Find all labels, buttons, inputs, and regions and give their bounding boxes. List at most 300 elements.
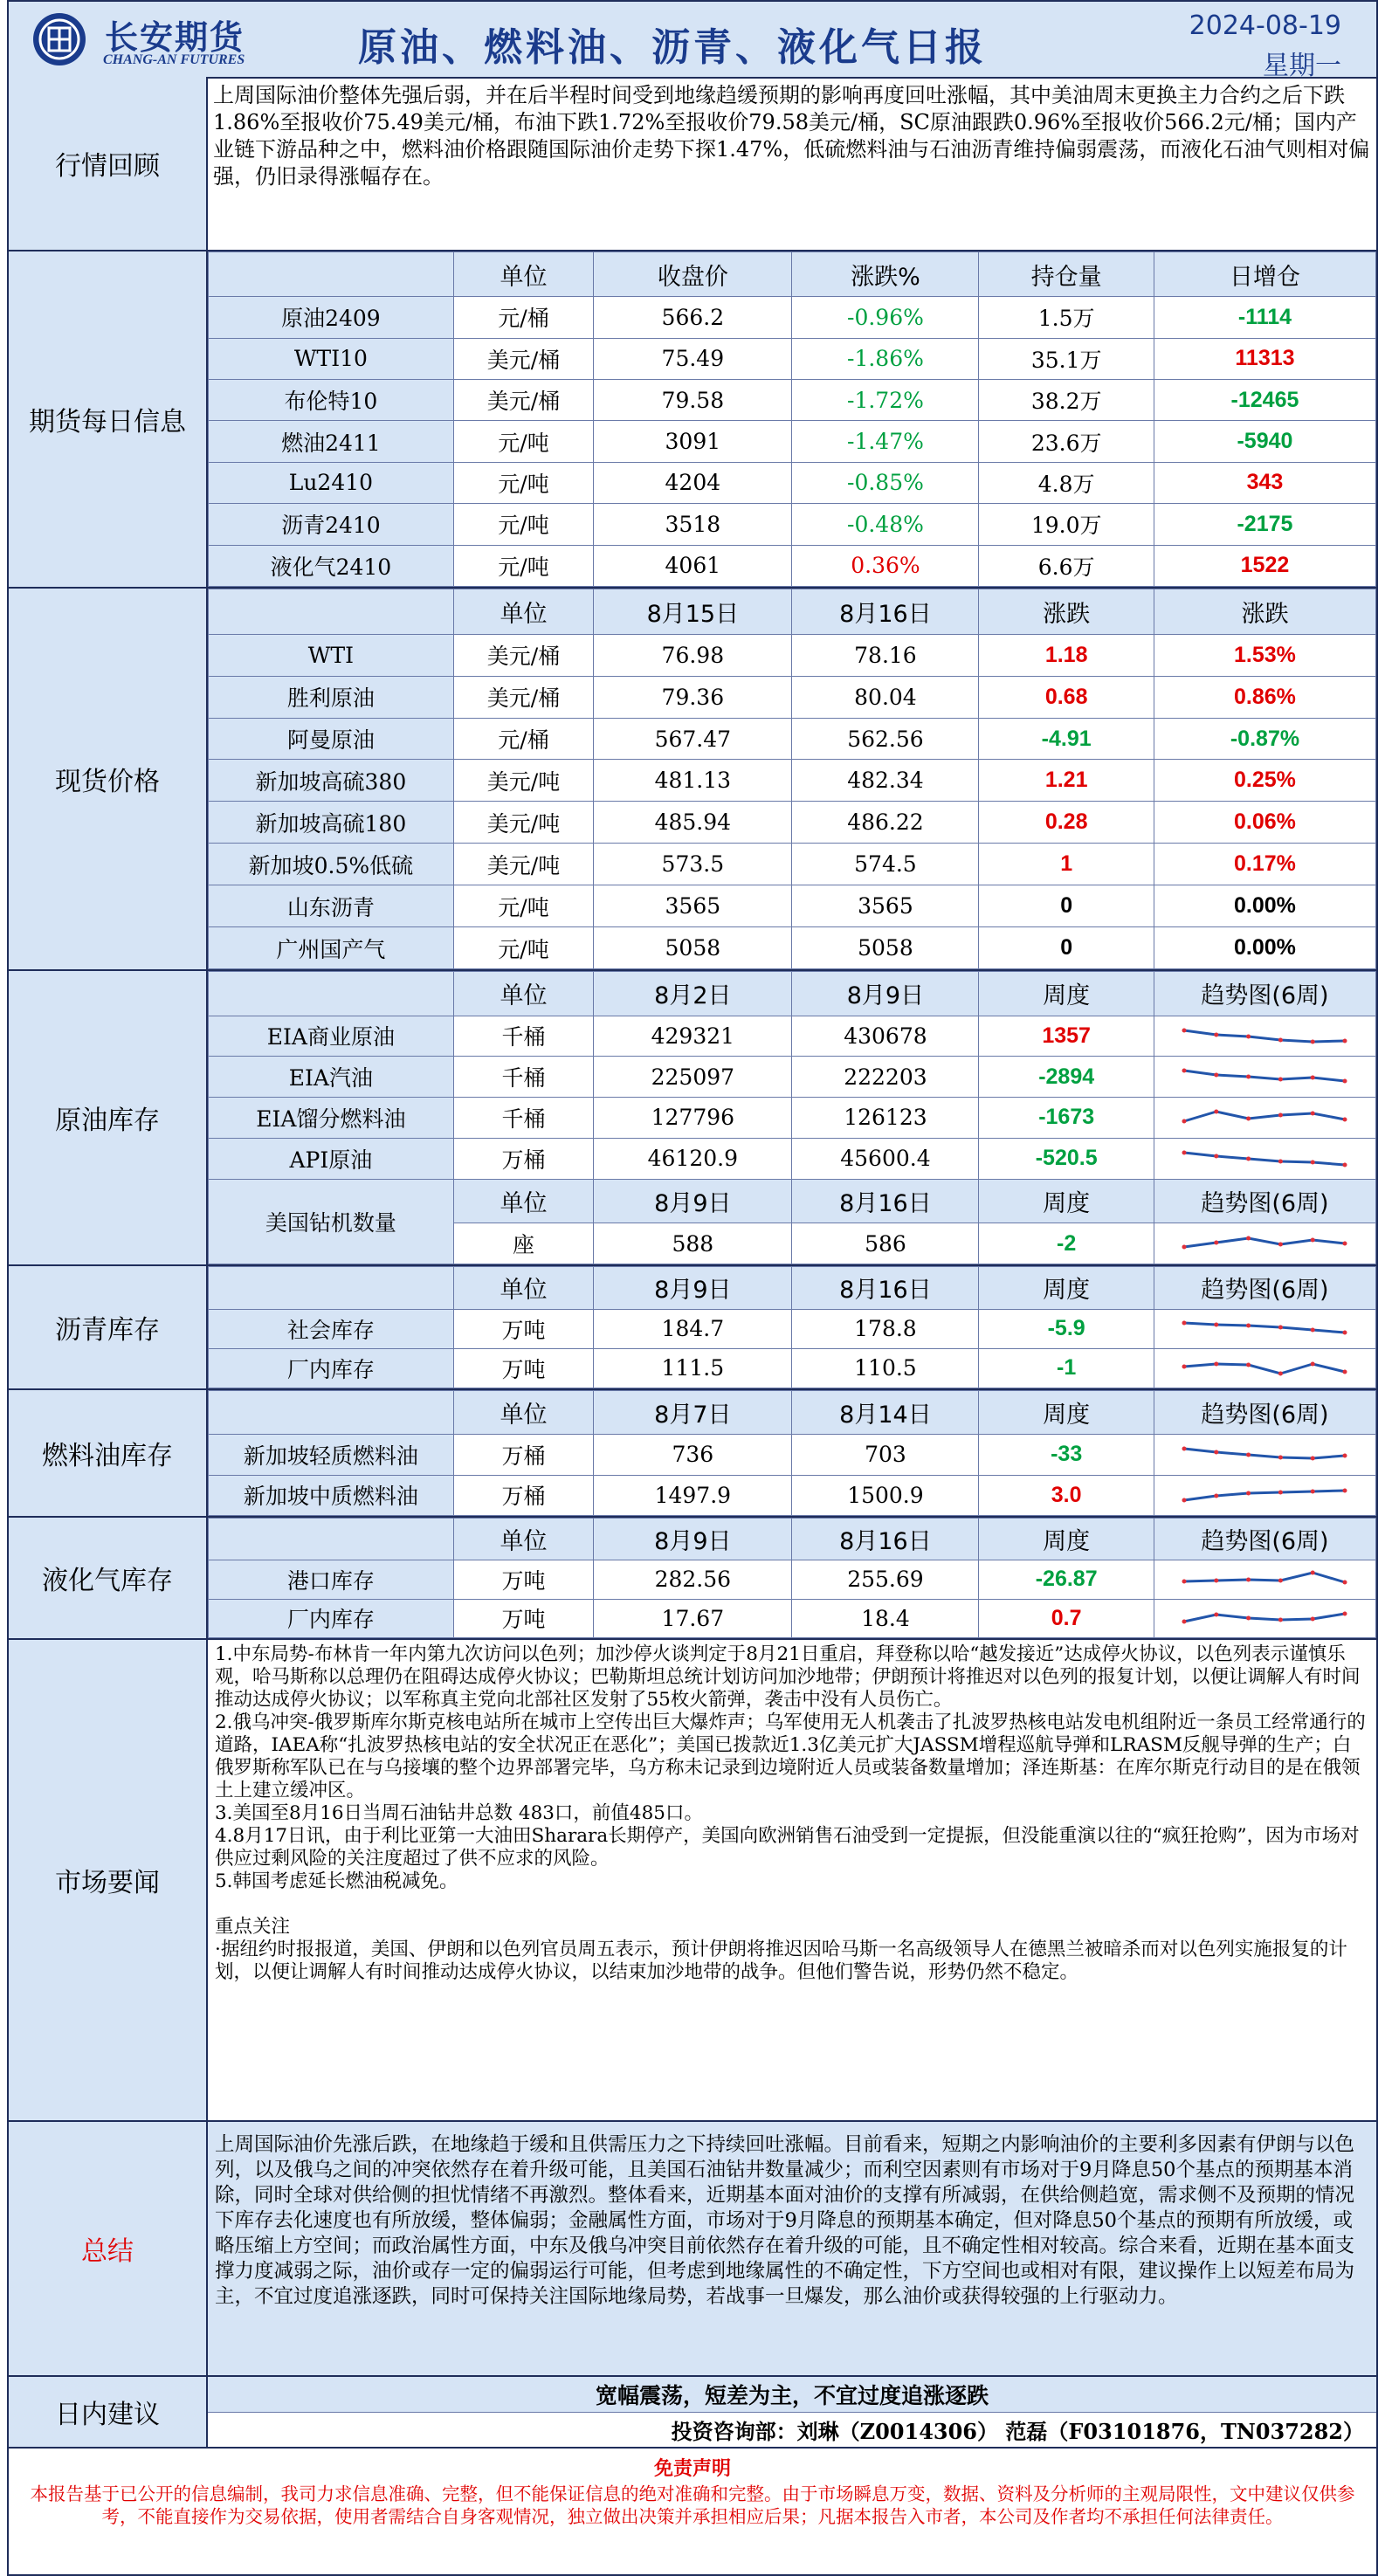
value-prev-cell: 736 — [594, 1435, 792, 1475]
price-day1-cell: 481.13 — [594, 760, 792, 802]
trend-point — [1215, 1613, 1219, 1617]
table-row — [209, 885, 1376, 927]
price-day2-cell: 486.22 — [792, 802, 979, 844]
trend-cell — [1154, 1098, 1375, 1139]
column-header: 涨跌% — [792, 252, 979, 297]
value-prev-cell: 184.7 — [594, 1309, 792, 1348]
column-header: 周度 — [979, 1391, 1154, 1435]
header-row — [209, 1519, 1376, 1560]
trend-point — [1182, 1498, 1187, 1503]
weekly-change-cell: 0.7 — [979, 1599, 1154, 1637]
daily-oi-change-cell: 343 — [1154, 462, 1375, 503]
price-day2-cell: 562.56 — [792, 718, 979, 760]
column-header: 趋势图(6周) — [1154, 1519, 1375, 1560]
column-header — [209, 252, 454, 297]
daily-oi-change-cell: 11313 — [1154, 338, 1375, 379]
item-name: 新加坡轻质燃料油 — [209, 1435, 454, 1475]
trend-point — [1182, 1579, 1187, 1583]
table-row — [209, 338, 1376, 379]
change-pct-cell: -1.86% — [792, 338, 979, 379]
open-interest-cell: 1.5万 — [979, 297, 1154, 338]
section-label: 现货价格 — [9, 589, 208, 969]
product-name: 阿曼原油 — [209, 718, 454, 760]
trend-cell — [1154, 1475, 1375, 1515]
table-row — [209, 1435, 1376, 1475]
item-name: 新加坡中质燃料油 — [209, 1475, 454, 1515]
fuel-inventory-section — [9, 1390, 1376, 1518]
header-row — [209, 252, 1376, 297]
unit-cell: 元/吨 — [453, 885, 593, 927]
futures-table — [208, 251, 1376, 587]
table-row — [209, 1138, 1376, 1179]
trend-point — [1343, 1117, 1347, 1121]
section-label: 期货每日信息 — [9, 251, 208, 587]
change-pct-cell: 0.36% — [792, 545, 979, 586]
weekly-change-cell: -33 — [979, 1435, 1154, 1475]
trend-point — [1182, 1320, 1187, 1325]
change-pct-cell: 0.17% — [1154, 844, 1375, 885]
trend-point — [1278, 1455, 1283, 1459]
unit-cell: 千桶 — [453, 1098, 593, 1139]
price-day1-cell: 567.47 — [594, 718, 792, 760]
column-header: 单位 — [453, 252, 593, 297]
trend-point — [1278, 1371, 1283, 1375]
table-row — [209, 1309, 1376, 1348]
weekly-change-cell: 3.0 — [979, 1475, 1154, 1515]
column-header: 8月9日 — [594, 1519, 792, 1560]
trend-point — [1182, 1069, 1187, 1073]
change-pct-cell: 0.25% — [1154, 760, 1375, 802]
lpg-inventory-table — [208, 1518, 1376, 1638]
value-curr-cell: 45600.4 — [792, 1138, 979, 1179]
unit-cell: 元/桶 — [453, 297, 593, 338]
trend-point — [1247, 1156, 1251, 1161]
change-pct-cell: 0.00% — [1154, 927, 1375, 969]
price-day1-cell: 79.36 — [594, 676, 792, 718]
disclaimer-title: 免责声明 — [653, 2457, 731, 2480]
table-row — [209, 1057, 1376, 1098]
column-header: 8月9日 — [594, 1267, 792, 1310]
trend-point — [1343, 1369, 1347, 1374]
column-header: 8月16日 — [792, 1179, 979, 1223]
report-header — [9, 2, 1376, 79]
trend-point — [1247, 1616, 1251, 1621]
summary-text: 上周国际油价先涨后跌，在地缘趋于缓和且供需压力之下持续回吐涨幅。目前看来，短期之内影响油价的主要利多因素有伊朗与以色列，以及俄乌之间的冲突依然存在着升级可能，且美国石油钻井数量减少；而利空因素则有市场对于9月降息50个基点的预期基本消除，同时全球对供给侧的担忧情绪不再激烈。整体看来，近期基本面对油价的支撑有所减弱，在供给侧趋宽，需求侧不及预期的情况下库存去化速度也有所放缓，整体偏弱；金融属性方面，市场对于9月降息的预期基本确定，但对降息50个基点的预期有所放缓，或略压缩上方空间；而政治属性方面，中东及俄乌冲突目前依然存在着升级的可能，且不确定性相对较高。综合来看，近期在基本面支撑力度减弱之际，油价或存一定的偏弱运行可能，但考虑到地缘属性的不确定性，下方空间也或相对有限，建议操作上以短差布局为主，不宜过度追涨逐跌，同时可保持关注国际地缘局势，若战事一旦爆发，那么油价或获得较强的上行驱动力。 — [208, 2122, 1376, 2375]
trend-point — [1311, 1456, 1315, 1460]
open-interest-cell: 6.6万 — [979, 545, 1154, 586]
product-name: 广州国产气 — [209, 927, 454, 969]
column-header: 8月15日 — [594, 589, 792, 635]
change-cell: 0.28 — [979, 802, 1154, 844]
product-name: 胜利原油 — [209, 676, 454, 718]
asphalt-inventory-table — [208, 1266, 1376, 1388]
value-prev-cell: 111.5 — [594, 1348, 792, 1388]
trend-point — [1215, 1073, 1219, 1078]
unit-cell: 元/吨 — [453, 927, 593, 969]
company-name-cn: 长安期货 — [105, 18, 245, 57]
trend-sparkline — [1179, 1229, 1350, 1257]
item-name: EIA汽油 — [209, 1057, 454, 1098]
change-cell: 1.21 — [979, 760, 1154, 802]
open-interest-cell: 38.2万 — [979, 380, 1154, 421]
change-pct-cell: -0.96% — [792, 297, 979, 338]
contract-name: 液化气2410 — [209, 545, 454, 586]
trend-point — [1343, 1580, 1347, 1584]
value-prev-cell: 429321 — [594, 1016, 792, 1057]
table-row — [209, 1475, 1376, 1515]
fuel-inventory-table — [208, 1390, 1376, 1516]
spot-section — [9, 589, 1376, 971]
column-header: 趋势图(6周) — [1154, 1267, 1375, 1310]
trend-cell — [1154, 1560, 1375, 1599]
weekly-change-cell: -2894 — [979, 1057, 1154, 1098]
trend-sparkline — [1179, 1354, 1350, 1382]
unit-cell: 美元/桶 — [453, 676, 593, 718]
price-day1-cell: 5058 — [594, 927, 792, 969]
close-price-cell: 75.49 — [594, 338, 792, 379]
table-row — [209, 297, 1376, 338]
value-curr-cell: 222203 — [792, 1057, 979, 1098]
daily-oi-change-cell: 1522 — [1154, 545, 1375, 586]
close-price-cell: 3518 — [594, 504, 792, 545]
trend-point — [1343, 1489, 1347, 1493]
table-row — [209, 1348, 1376, 1388]
value-curr-cell: 1500.9 — [792, 1475, 979, 1515]
column-header: 8月16日 — [792, 589, 979, 635]
change-cell: 1.18 — [979, 634, 1154, 676]
price-day1-cell: 485.94 — [594, 802, 792, 844]
table-row — [209, 927, 1376, 969]
column-header: 8月2日 — [594, 972, 792, 1016]
daily-oi-change-cell: -1114 — [1154, 297, 1375, 338]
report-title: 原油、燃料油、沥青、液化气日报 — [358, 25, 987, 70]
trend-point — [1247, 1362, 1251, 1367]
column-header: 单位 — [453, 589, 593, 635]
table-row — [209, 421, 1376, 462]
table-row — [209, 676, 1376, 718]
price-day2-cell: 3565 — [792, 885, 979, 927]
trend-point — [1311, 1570, 1315, 1574]
trend-point — [1311, 1238, 1315, 1243]
trend-sparkline — [1179, 1566, 1350, 1594]
company-logo-icon — [28, 10, 91, 68]
unit-cell: 元/吨 — [453, 504, 593, 545]
change-pct-cell: -1.47% — [792, 421, 979, 462]
section-label: 沥青库存 — [9, 1266, 208, 1388]
news-section — [9, 1640, 1376, 2122]
unit-cell: 美元/桶 — [453, 380, 593, 421]
weekly-change-cell: -5.9 — [979, 1309, 1154, 1348]
item-name: EIA商业原油 — [209, 1016, 454, 1057]
contract-name: Lu2410 — [209, 462, 454, 503]
column-header: 涨跌 — [1154, 589, 1375, 635]
trend-point — [1278, 1159, 1283, 1163]
open-interest-cell: 19.0万 — [979, 504, 1154, 545]
header-row — [209, 1391, 1376, 1435]
close-price-cell: 4061 — [594, 545, 792, 586]
trend-point — [1343, 1612, 1347, 1616]
trend-point — [1182, 1245, 1187, 1250]
unit-cell: 千桶 — [453, 1057, 593, 1098]
trend-point — [1278, 1618, 1283, 1622]
column-header: 周度 — [979, 1267, 1154, 1310]
column-header: 单位 — [453, 972, 593, 1016]
crude-inventory-table — [208, 971, 1376, 1264]
value-prev-cell: 282.56 — [594, 1560, 792, 1599]
item-name: EIA馏分燃料油 — [209, 1098, 454, 1139]
price-day2-cell: 80.04 — [792, 676, 979, 718]
daily-oi-change-cell: -5940 — [1154, 421, 1375, 462]
column-header: 日增仓 — [1154, 252, 1375, 297]
column-header: 涨跌 — [979, 589, 1154, 635]
trend-point — [1247, 1491, 1251, 1496]
column-header — [209, 972, 454, 1016]
trend-cell — [1154, 1309, 1375, 1348]
table-row — [209, 504, 1376, 545]
weekly-change-cell: -2 — [979, 1223, 1154, 1264]
column-header — [209, 1267, 454, 1310]
trend-line — [1184, 1364, 1345, 1374]
column-header: 单位 — [453, 1267, 593, 1310]
trend-point — [1215, 1361, 1219, 1366]
price-day1-cell: 76.98 — [594, 634, 792, 676]
section-label: 燃料油库存 — [9, 1390, 208, 1516]
column-header: 周度 — [979, 972, 1154, 1016]
trend-point — [1215, 1241, 1219, 1245]
header-row — [209, 589, 1376, 635]
price-day2-cell: 78.16 — [792, 634, 979, 676]
price-day1-cell: 3565 — [594, 885, 792, 927]
unit-cell: 元/吨 — [453, 545, 593, 586]
trend-point — [1278, 1112, 1283, 1117]
trend-point — [1182, 1119, 1187, 1123]
trend-sparkline — [1179, 1063, 1350, 1091]
open-interest-cell: 35.1万 — [979, 338, 1154, 379]
trend-point — [1343, 1242, 1347, 1246]
trend-point — [1311, 1361, 1315, 1366]
item-name: 厂内库存 — [209, 1599, 454, 1637]
trend-point — [1215, 1322, 1219, 1326]
trend-point — [1343, 1330, 1347, 1334]
table-row — [209, 1599, 1376, 1637]
value-prev-cell: 225097 — [594, 1057, 792, 1098]
trend-point — [1311, 1111, 1315, 1115]
table-row — [209, 802, 1376, 844]
trend-line — [1184, 1449, 1345, 1458]
trend-sparkline — [1179, 1104, 1350, 1132]
value-curr-cell: 110.5 — [792, 1348, 979, 1388]
report-page — [7, 0, 1378, 2576]
table-row — [209, 462, 1376, 503]
table-row — [209, 718, 1376, 760]
trend-point — [1311, 1490, 1315, 1494]
unit-cell: 座 — [453, 1223, 593, 1264]
product-name: 新加坡高硫380 — [209, 760, 454, 802]
company-name-en: CHANG-AN FUTURES — [103, 52, 245, 67]
column-header — [209, 1391, 454, 1435]
column-header: 单位 — [453, 1179, 593, 1223]
trend-line — [1184, 1614, 1345, 1622]
close-price-cell: 566.2 — [594, 297, 792, 338]
change-cell: 1 — [979, 844, 1154, 885]
value-prev-cell: 1497.9 — [594, 1475, 792, 1515]
header-row — [209, 972, 1376, 1016]
trend-point — [1247, 1236, 1251, 1241]
column-header: 8月14日 — [792, 1391, 979, 1435]
trend-point — [1215, 1494, 1219, 1498]
trend-point — [1182, 1029, 1187, 1033]
unit-cell: 万桶 — [453, 1475, 593, 1515]
weekly-change-cell: -1 — [979, 1348, 1154, 1388]
trend-point — [1247, 1452, 1251, 1457]
trend-point — [1343, 1162, 1347, 1167]
trend-point — [1247, 1075, 1251, 1079]
change-pct-cell: -0.85% — [792, 462, 979, 503]
value-curr-cell: 178.8 — [792, 1309, 979, 1348]
column-header: 周度 — [979, 1179, 1154, 1223]
item-name: 厂内库存 — [209, 1348, 454, 1388]
price-day2-cell: 574.5 — [792, 844, 979, 885]
change-cell: -4.91 — [979, 718, 1154, 760]
daily-oi-change-cell: -12465 — [1154, 380, 1375, 421]
column-header: 8月16日 — [792, 1267, 979, 1310]
unit-cell: 千桶 — [453, 1016, 593, 1057]
product-name: 山东沥青 — [209, 885, 454, 927]
header-row — [209, 1267, 1376, 1310]
column-header: 8月16日 — [792, 1519, 979, 1560]
trend-point — [1343, 1039, 1347, 1043]
close-price-cell: 4204 — [594, 462, 792, 503]
review-text: 上周国际油价整体先强后弱，并在后半程时间受到地缘趋缓预期的影响再度回吐涨幅，其中美油周末更换主力合约之后下跌1.86%至报收价75.49美元/桶，布油下跌1.72%至报收价79.58美元/桶，SC原油跟跌0.96%至报收价566.2元/桶；国内产业链下游品种之中，燃料油价格跟随国际油价走势下探1.47%，低硫燃料油与石油沥青维持偏弱震荡，而液化石油气则相对偏强，仍旧录得涨幅存在。 — [213, 83, 1370, 189]
item-name: 美国钻机数量 — [209, 1179, 454, 1264]
trend-point — [1247, 1323, 1251, 1327]
trend-point — [1278, 1578, 1283, 1582]
unit-cell: 万桶 — [453, 1138, 593, 1179]
close-price-cell: 79.58 — [594, 380, 792, 421]
crude-inventory-section — [9, 971, 1376, 1266]
value-curr-cell: 126123 — [792, 1098, 979, 1139]
advice-section — [9, 2377, 1376, 2449]
spot-table — [208, 589, 1376, 969]
change-cell: 0 — [979, 927, 1154, 969]
item-name: 港口库存 — [209, 1560, 454, 1599]
trend-point — [1278, 1243, 1283, 1247]
trend-point — [1182, 1620, 1187, 1624]
section-label: 原油库存 — [9, 971, 208, 1264]
rig-header-row — [209, 1179, 1376, 1223]
unit-cell: 美元/吨 — [453, 802, 593, 844]
unit-cell: 万桶 — [453, 1435, 593, 1475]
report-date: 2024-08-19 — [1189, 10, 1341, 41]
section-label: 行情回顾 — [9, 77, 208, 250]
trend-cell — [1154, 1435, 1375, 1475]
change-pct-cell: 1.53% — [1154, 634, 1375, 676]
trend-point — [1311, 1040, 1315, 1044]
table-row — [209, 1098, 1376, 1139]
trend-point — [1311, 1160, 1315, 1164]
trend-point — [1247, 1035, 1251, 1039]
contract-name: 布伦特10 — [209, 380, 454, 421]
trend-line — [1184, 1071, 1345, 1081]
contract-name: 燃油2411 — [209, 421, 454, 462]
trend-point — [1247, 1116, 1251, 1120]
trend-point — [1311, 1076, 1315, 1080]
trend-point — [1215, 1033, 1219, 1037]
unit-cell: 万吨 — [453, 1309, 593, 1348]
trend-sparkline — [1179, 1145, 1350, 1173]
trend-sparkline — [1179, 1481, 1350, 1509]
trend-cell — [1154, 1016, 1375, 1057]
section-label: 总结 — [9, 2122, 208, 2375]
value-curr-cell: 703 — [792, 1435, 979, 1475]
item-name: API原油 — [209, 1138, 454, 1179]
product-name: 新加坡0.5%低硫 — [209, 844, 454, 885]
trend-sparkline — [1179, 1604, 1350, 1632]
report-weekday: 星期一 — [1263, 51, 1341, 81]
trend-line — [1184, 1153, 1345, 1165]
trend-cell — [1154, 1599, 1375, 1637]
column-header: 趋势图(6周) — [1154, 1179, 1375, 1223]
price-day1-cell: 573.5 — [594, 844, 792, 885]
trend-sparkline — [1179, 1315, 1350, 1343]
trend-point — [1247, 1577, 1251, 1581]
open-interest-cell: 23.6万 — [979, 421, 1154, 462]
weekly-change-cell: -1673 — [979, 1098, 1154, 1139]
summary-section — [9, 2122, 1376, 2377]
disclaimer-text: 本报告基于已公开的信息编制，我司力求信息准确、完整，但不能保证信息的绝对准确和完整。由于市场瞬息万变，数据、资料及分析师的主观局限性，文中建议仅供参考，不能直接作为交易依据，使用者需结合自身客观情况，独立做出决策并承担相应后果；凡据本报告入市者，本公司及作者均不承担任何法律责任。 — [30, 2483, 1355, 2527]
price-day2-cell: 482.34 — [792, 760, 979, 802]
daily-oi-change-cell: -2175 — [1154, 504, 1375, 545]
contract-name: 原油2409 — [209, 297, 454, 338]
value-curr-cell: 255.69 — [792, 1560, 979, 1599]
column-header: 趋势图(6周) — [1154, 972, 1375, 1016]
value-prev-cell: 127796 — [594, 1098, 792, 1139]
unit-cell: 万吨 — [453, 1560, 593, 1599]
weekly-change-cell: -520.5 — [979, 1138, 1154, 1179]
trend-point — [1182, 1150, 1187, 1154]
trend-point — [1343, 1453, 1347, 1457]
column-header: 收盘价 — [594, 252, 792, 297]
table-row — [209, 1560, 1376, 1599]
advice-text: 宽幅震荡，短差为主，不宜过度追涨逐跌 — [208, 2377, 1376, 2413]
disclaimer-section — [9, 2450, 1376, 2574]
trend-point — [1215, 1109, 1219, 1113]
analyst-credits: 投资咨询部：刘琳（Z0014306） 范磊（F03101876，TN037282） — [671, 2418, 1364, 2444]
table-row — [209, 634, 1376, 676]
change-pct-cell: -1.72% — [792, 380, 979, 421]
column-header: 单位 — [453, 1391, 593, 1435]
table-row — [209, 760, 1376, 802]
change-cell: 0.68 — [979, 676, 1154, 718]
value-prev-cell: 17.67 — [594, 1599, 792, 1637]
product-name: WTI — [209, 634, 454, 676]
table-row — [209, 1016, 1376, 1057]
unit-cell: 美元/吨 — [453, 844, 593, 885]
unit-cell: 元/吨 — [453, 462, 593, 503]
column-header: 趋势图(6周) — [1154, 1391, 1375, 1435]
trend-point — [1215, 1450, 1219, 1454]
change-pct-cell: 0.06% — [1154, 802, 1375, 844]
value-prev-cell: 588 — [594, 1223, 792, 1264]
column-header: 8月7日 — [594, 1391, 792, 1435]
value-curr-cell: 18.4 — [792, 1599, 979, 1637]
table-row — [209, 545, 1376, 586]
review-section — [9, 77, 1376, 251]
table-row — [209, 380, 1376, 421]
unit-cell: 万吨 — [453, 1599, 593, 1637]
futures-section — [9, 251, 1376, 589]
lpg-inventory-section — [9, 1518, 1376, 1640]
